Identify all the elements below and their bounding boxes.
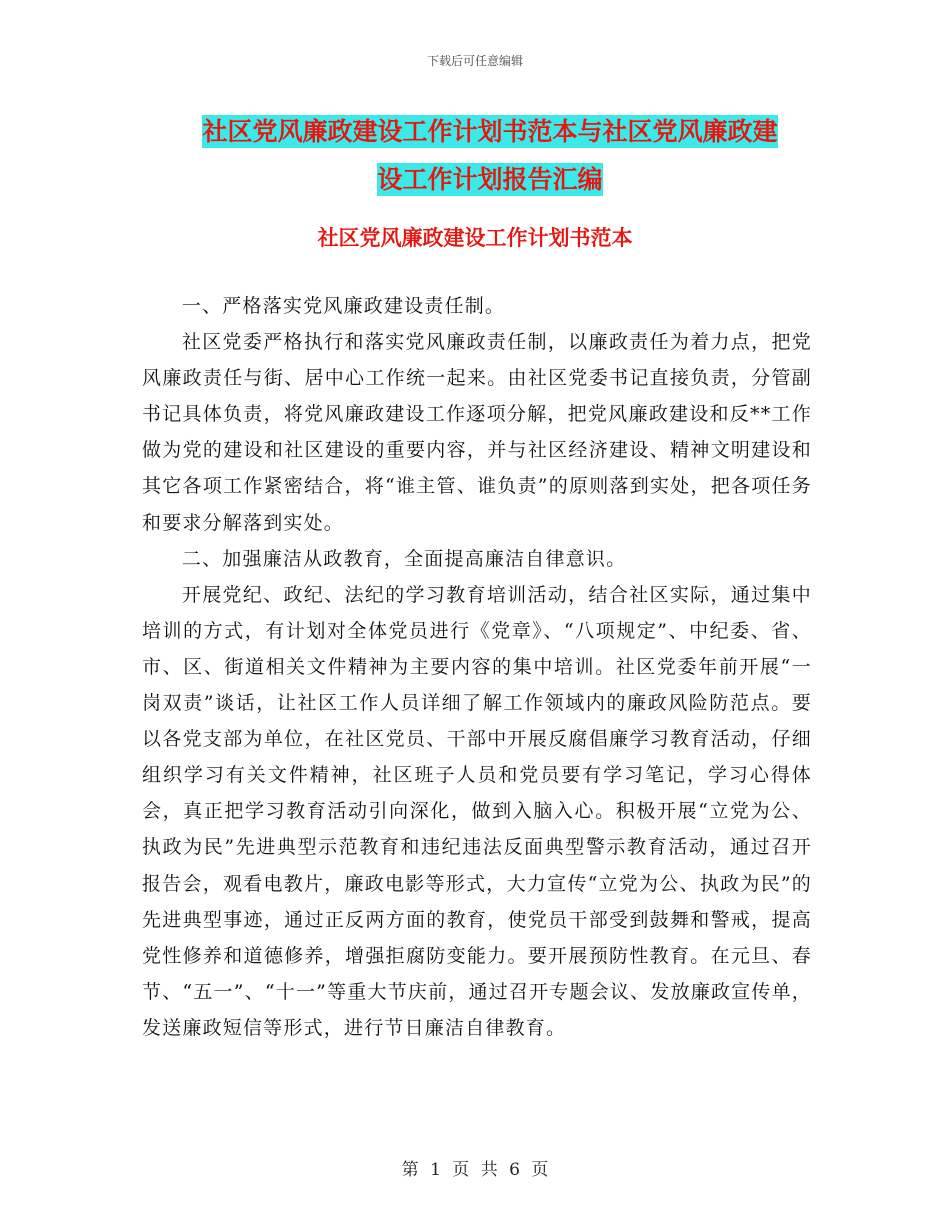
body-paragraph-2: 开展党纪、政纪、法纪的学习教育培训活动，结合社区实际，通过集中培训的方式，有计划对全体党员进行《党章》、“八项规定”、中纪委、省、市、区、街道相关文件精神为主要内容的集中培训。社区党委年前开展“一岗双责”谈话，让社区工作人员详细了解工作领域内的廉政风险防范点。要以各党支部为单位，在社区党员、干部中开展反腐倡廉学习教育活动，仔细组织学习有关文件精神，社区班子人员和党员要有学习笔记，学习心得体会，真正把学习教育活动引向深化，做到入脑入心。积极开展“立党为公、执政为民”先进典型示范教育和违纪违法反面典型警示教育活动，通过召开报告会，观看电教片，廉政电影等形式，大力宣传“立党为公、执政为民”的先进典型事迹，通过正反两方面的教育，使党员干部受到鼓舞和警戒，提高党性修养和道德修养，增强拒腐防变能力。要开展预防性教育。在元旦、春节、“五一”、“十一”等重大节庆前，通过召开专题会议、发放廉政宣传单，发送廉政短信等形式，进行节日廉洁自律教育。 [142, 583, 812, 1039]
title-highlight-2: 设工作计划报告汇编 [377, 165, 603, 194]
title-highlight-1: 社区党风廉政建设工作计划书范本与社区党风廉政建 [202, 117, 778, 146]
page-number-footer: 第 1 页 共 6 页 [401, 1160, 549, 1180]
heading-paragraph-1: 一、严格落实党风廉政建设责任制。 [181, 295, 506, 317]
header-note: 下载后可任意编辑 [426, 54, 523, 68]
heading-paragraph-2: 二、加强廉洁从政教育，全面提高廉洁自律意识。 [181, 547, 627, 570]
section-title: 社区党风廉政建设工作计划书范本 [317, 225, 633, 250]
document-body [142, 288, 812, 1046]
body-paragraph-1: 社区党委严格执行和落实党风廉政责任制，以廉政责任为着力点，把党风廉政责任与街、居中心工作统一起来。由社区党委书记直接负责，分管副书记具体负责，将党风廉政建设工作逐项分解，把党风廉政建设和反**工作做为党的建设和社区建设的重要内容，并与社区经济建设、精神文明建设和其它各项工作紧密结合，将“谁主管、谁负责”的原则落到实处，把各项任务和要求分解落到实处。 [142, 331, 812, 534]
document-title-line-1 [150, 108, 830, 156]
document-title-line-2 [150, 156, 830, 204]
document-title [150, 108, 830, 204]
